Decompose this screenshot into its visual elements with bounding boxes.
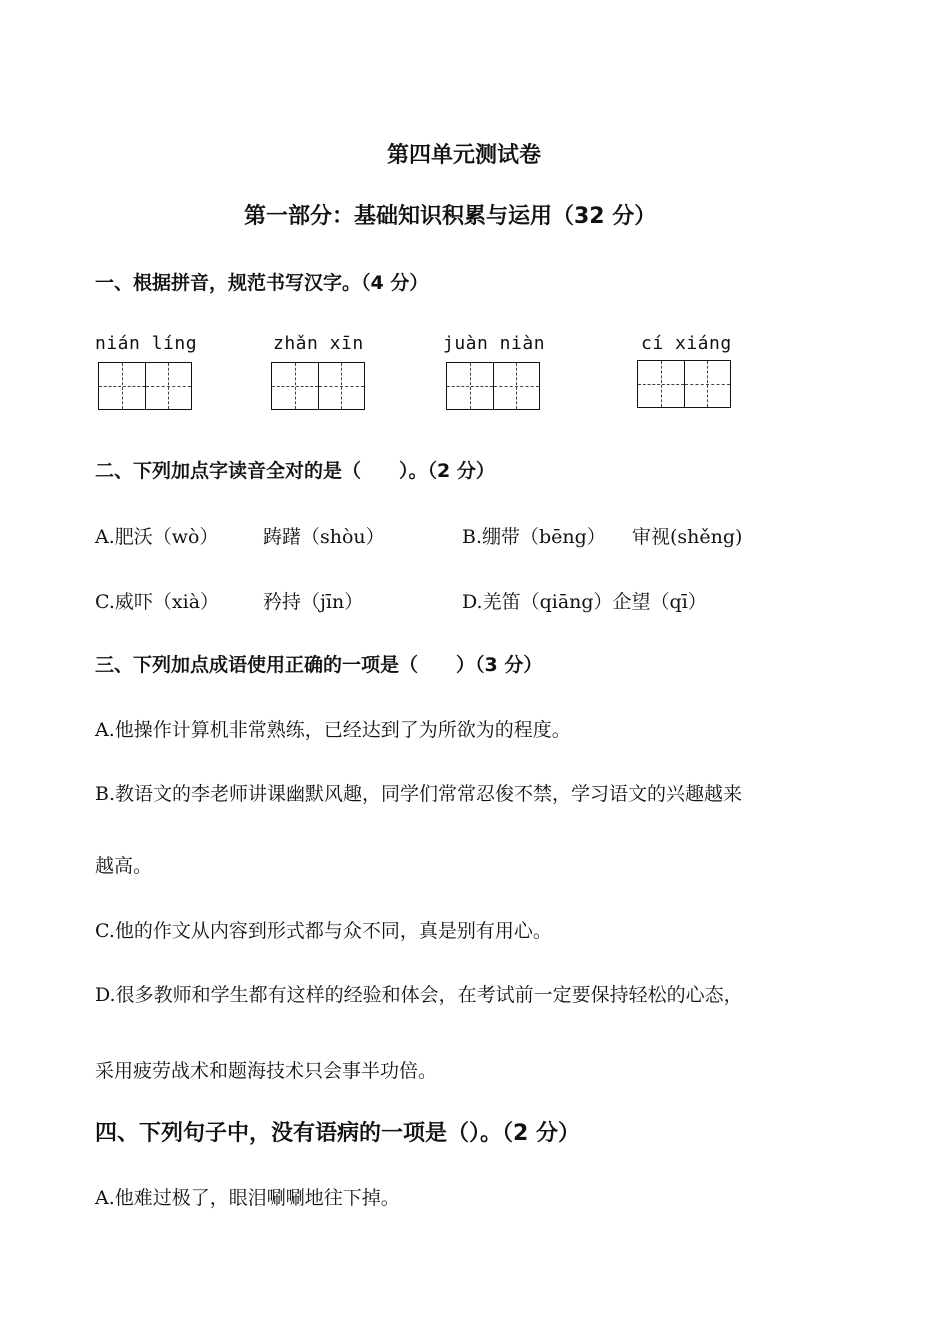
section-heading-part1: 第一部分：基础知识积累与运用（32 分） [244,204,657,229]
q3-line-d-cont: 采用疲劳战术和题海技术只会事半功倍。 [95,1060,438,1082]
writing-cell[interactable] [447,363,494,409]
writing-grid-1[interactable] [98,362,192,410]
writing-grid-4[interactable] [637,360,731,408]
q3-line-c: C.他的作文从内容到形式都与众不同，真是别有用心。 [95,920,552,942]
writing-grid-2[interactable] [271,362,365,410]
option-b-part1: B.绷带（bēng） [462,526,606,548]
q4-line-a: A.他难过极了，眼泪唰唰地往下掉。 [95,1187,400,1209]
q3-line-d: D.很多教师和学生都有这样的经验和体会，在考试前一定要保持轻松的心态， [95,984,743,1006]
pinyin-label-4: cí xiáng [641,333,732,354]
writing-cell[interactable] [685,361,731,407]
question-1-heading: 一、根据拼音，规范书写汉字。（4 分） [95,272,429,294]
writing-cell[interactable] [638,361,685,407]
option-a-part1: A.肥沃（wò） [95,526,219,548]
option-c-part2: 矜持（jīn） [263,591,364,613]
q3-line-b: B.教语文的李老师讲课幽默风趣，同学们常常忍俊不禁，学习语文的兴趣越来 [95,783,743,805]
question-2-heading: 二、下列加点字读音全对的是（ ）。（2 分） [95,460,495,482]
writing-grid-3[interactable] [446,362,540,410]
option-c-part1: C.威吓（xià） [95,591,220,613]
page-title: 第四单元测试卷 [387,143,542,168]
question-3-heading: 三、下列加点成语使用正确的一项是（ ）（3 分） [95,654,543,676]
q3-line-a: A.他操作计算机非常熟练，已经达到了为所欲为的程度。 [95,719,571,741]
pinyin-label-3: juàn niàn [443,333,546,354]
writing-cell[interactable] [494,363,540,409]
pinyin-label-1: nián líng [95,333,198,354]
option-b-part2: 审视(shěng) [632,526,743,548]
writing-cell[interactable] [146,363,192,409]
q3-line-b-cont: 越高。 [95,855,153,877]
writing-cell[interactable] [99,363,146,409]
question-4-heading: 四、下列句子中，没有语病的一项是（）。（2 分） [95,1121,580,1146]
option-a-part2: 踌躇（shòu） [263,526,385,548]
pinyin-label-2: zhǎn xīn [273,333,364,354]
option-d: D.羌笛（qiāng）企望（qī） [462,591,707,613]
writing-cell[interactable] [272,363,319,409]
writing-cell[interactable] [319,363,365,409]
